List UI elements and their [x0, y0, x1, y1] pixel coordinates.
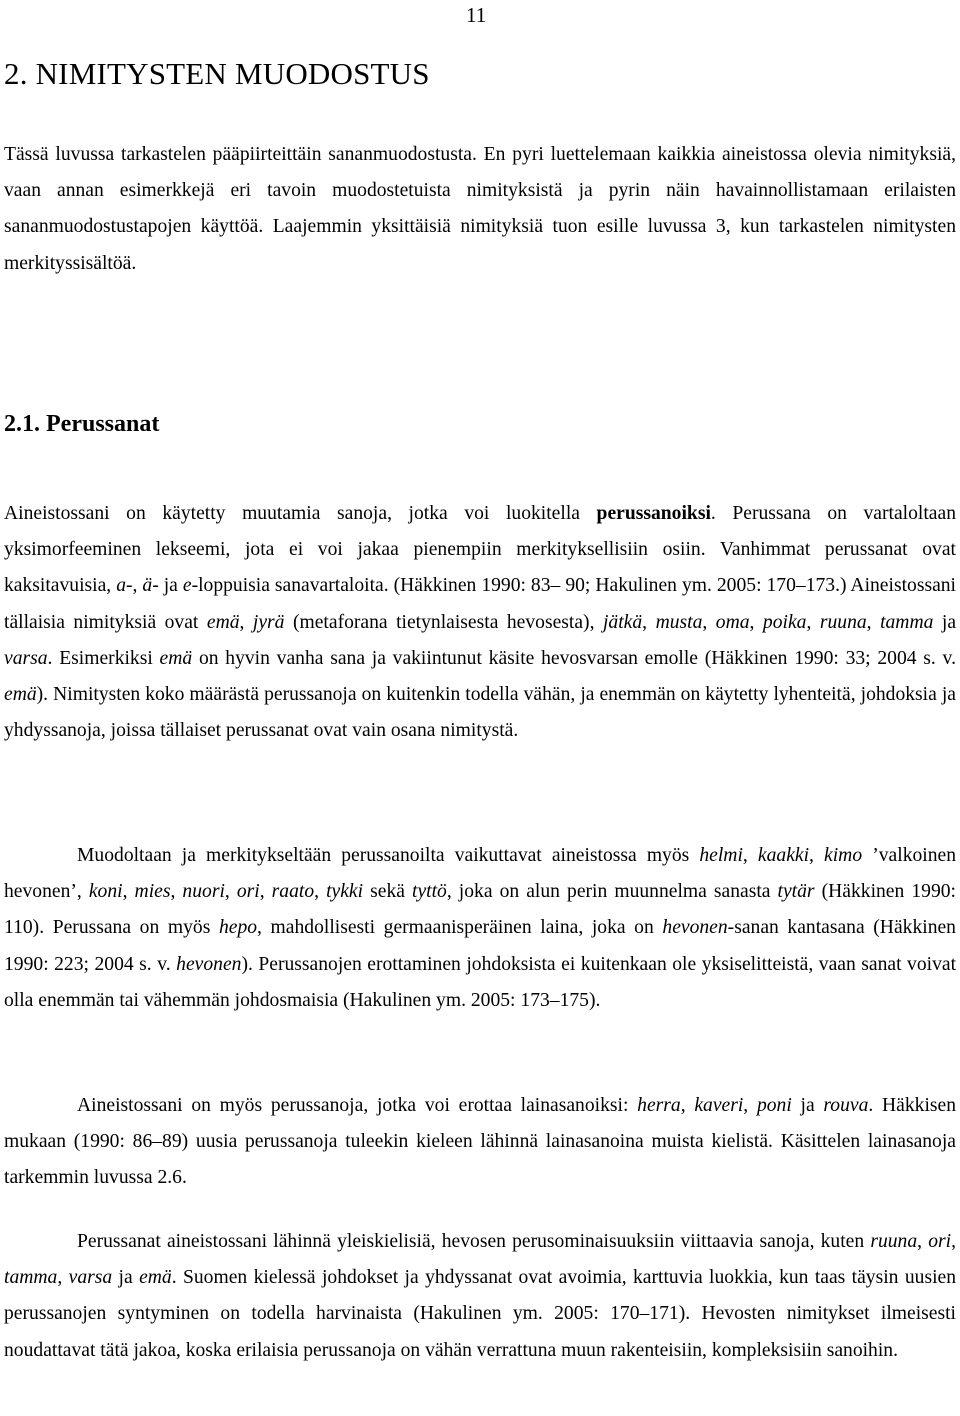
text-run: , mahdollisesti germaanisperäinen laina, joka on [257, 917, 663, 939]
text-run: - ja [152, 575, 183, 597]
text-run: ja [791, 1095, 824, 1116]
italic-term: hevonen [176, 953, 242, 975]
text-run: -sanan kantasana (Häkkinen 1990: 223; 2004 s. v. [4, 917, 956, 975]
text-run: , [680, 1095, 695, 1116]
text-run: Aineistossani on myös perussanoja, jotka voi erottaa lainasanoiksi: [77, 1095, 638, 1116]
italic-term: emä [206, 611, 240, 633]
italic-term: tyttö [412, 881, 447, 903]
text-run: , [917, 1231, 929, 1252]
text-run: ja [933, 611, 957, 633]
italic-term: kaveri [694, 1095, 744, 1116]
italic-term: tamma [880, 611, 934, 633]
italic-term: hevonen [662, 917, 728, 939]
paragraph [4, 137, 956, 282]
text-run: , [122, 881, 135, 903]
paragraph [4, 838, 956, 1019]
text-run: ja [112, 1267, 140, 1289]
text-run: . Suomen kielessä johdokset ja yhdyssanat ovat avoimia, karttuvia luokkia, kun taas täysin uusien perussanojen syntyminen on todella harvinaista (Hakulinen ym. 2005: 170–171). Hevosten nimitykset ilmeisesti noudattavat tätä jakoa, koska erilaisia perussanoja on vähän verrattuna muun rakenteisiin, kompleksisiin sanoihin. [4, 1267, 957, 1361]
italic-term: hepo [218, 917, 258, 939]
italic-term: poika [762, 611, 807, 633]
italic-term: ori [236, 881, 260, 903]
italic-term: raato [271, 881, 315, 903]
italic-term: nuori [182, 881, 225, 903]
chapter-title: 2. NIMITYSTEN MUODOSTUS [4, 56, 430, 91]
text-run: ). Perussanojen erottaminen johdoksista ei kuitenkaan ole yksiselitteistä, vaan sanat voivat olla enemmän tai vähemmän johdosmaisia (Hakulinen ym. 2005: 173–175). [4, 953, 957, 1011]
text-run: Muodoltaan ja merkitykseltään perussanoilta vaikuttavat aineistossa myös [77, 845, 700, 866]
italic-term: a [116, 575, 126, 597]
text-run: , [951, 1231, 956, 1252]
italic-term: e [182, 575, 192, 597]
italic-term: ruuna [870, 1231, 918, 1252]
italic-term: ä [142, 575, 153, 597]
italic-term: koni [88, 881, 123, 903]
italic-term: tykki [326, 881, 364, 903]
italic-term: tytär [777, 881, 815, 903]
italic-term: ruuna [819, 611, 867, 633]
text-run: . Esimerkiksi [47, 647, 160, 669]
italic-term: mies [134, 881, 171, 903]
italic-term: oma [715, 611, 750, 633]
text-run: , [743, 1095, 757, 1116]
text-run: , [642, 611, 656, 633]
text-run: , [749, 611, 763, 633]
text-run: , [866, 611, 881, 633]
section-title: 2.1. Perussanat [4, 411, 160, 437]
text-run: , [224, 881, 237, 903]
text-run: on hyvin vanha sana ja vakiintunut käsite hevosvarsan emolle (Häkkinen 1990: 33; 2004 s. v. [192, 647, 956, 669]
italic-term: herra [637, 1095, 681, 1116]
italic-term: kaakki [757, 845, 810, 866]
text-run: , [809, 845, 825, 866]
text-run: sekä [363, 881, 413, 903]
text-run: Aineistossani on käytetty muutamia sanoja, jotka voi luokitella [4, 503, 597, 524]
italic-term: varsa [4, 647, 48, 669]
page-number: 11 [466, 3, 487, 27]
italic-term: musta [655, 611, 703, 633]
text-run: , [57, 1267, 69, 1289]
text-run: , [806, 611, 820, 633]
italic-term: emä [4, 684, 37, 706]
italic-term: ori [928, 1231, 952, 1252]
text-run: (metaforana tietynlaisesta hevosesta), [284, 611, 603, 633]
italic-term: emä [159, 647, 193, 669]
text-run: , [742, 845, 758, 866]
italic-term: kimo [824, 845, 863, 866]
text-run: ). Nimitysten koko määrästä perussanoja on kuitenkin todella vähän, ja enemmän on käytetty lyhenteitä, johdoksia ja yhdyssanoja, joissa tällaiset perussanat ovat vain osana nimitystä. [4, 684, 956, 742]
paragraph [4, 496, 956, 749]
text-run: , [702, 611, 716, 633]
italic-term: rouva [823, 1095, 869, 1116]
paragraph [4, 1088, 956, 1197]
bold-term: perussanoiksi [596, 503, 711, 524]
text-run: . Perussana on vartaloltaan yksimorfeeminen lekseemi, jota ei voi jakaa pienempiin merkityksellisiin osiin. Vanhimmat perussanat ovat kaksitavuisia, [4, 503, 956, 597]
italic-term: poni [756, 1095, 792, 1116]
text-run: (Häkkinen 1990: 110). Perussana on myös [4, 881, 956, 939]
text-run: Perussanat aineistossani lähinnä yleiskielisiä, hevosen perusominaisuuksiin viittaavia sanoja, kuten [77, 1231, 871, 1252]
italic-term: tamma [4, 1267, 58, 1289]
italic-term: helmi [699, 845, 743, 866]
text-run: , [314, 881, 327, 903]
text-run: Tässä luvussa tarkastelen pääpiirteittäin sananmuodostusta. En pyri luettelemaan kaikkia aineistossa olevia nimityksiä, vaan annan esimerkkejä eri tavoin muodostetuista nimityksistä ja pyrin näin havainnollistamaan erilaisten sananmuodostustapojen käyttöä. Laajemmin yksittäisiä nimityksiä tuon esille luvussa 3, kun tarkastelen nimitysten merkityssisältöä. [4, 144, 956, 274]
text-run: , joka on alun perin muunnelma sanasta [446, 881, 778, 903]
text-run: -loppuisia sanavartaloita. (Häkkinen 1990: 83– 90; Hakulinen ym. 2005: 170–173.) Aineistossani tällaisia nimityksiä ovat [4, 575, 957, 633]
text-run: , [170, 881, 183, 903]
text-run: , [259, 881, 272, 903]
italic-term: emä [139, 1267, 172, 1289]
text-run: -, [126, 575, 143, 597]
italic-term: varsa [68, 1267, 113, 1289]
italic-term: jyrä [252, 611, 285, 633]
italic-term: jätkä [602, 611, 643, 633]
text-run: , [239, 611, 253, 633]
text-run: . Häkkisen mukaan (1990: 86–89) uusia perussanoja tuleekin kieleen lähinnä lainasanoina muista kielistä. Käsittelen lainasanoja tarkemmin luvussa 2.6. [4, 1095, 957, 1189]
text-run: ’valkoinen hevonen’, [4, 845, 957, 903]
paragraph [4, 1224, 956, 1369]
